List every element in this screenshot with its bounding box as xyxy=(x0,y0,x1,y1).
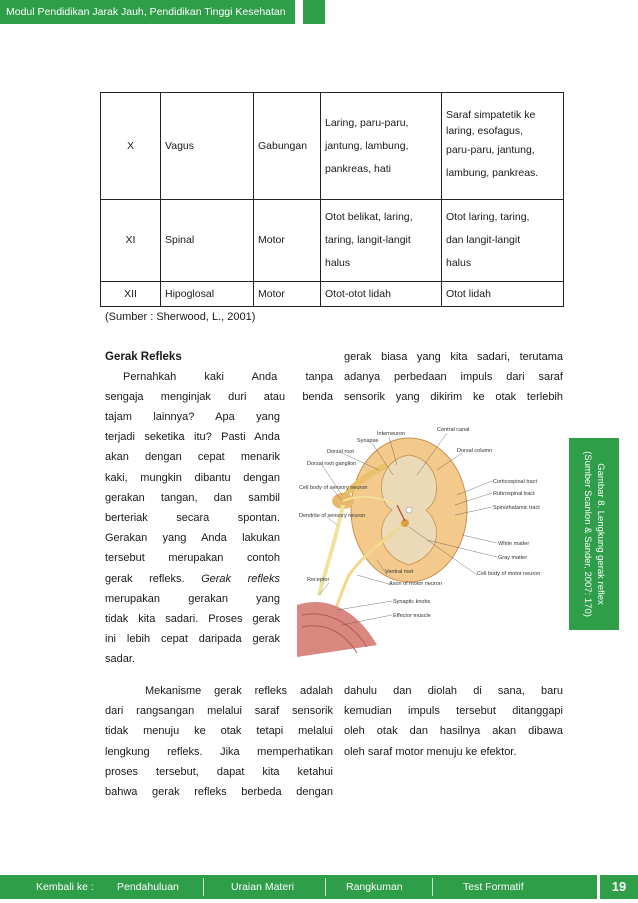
cell-line: Otot belikat, laring, xyxy=(325,211,413,223)
paragraph-right-top xyxy=(344,347,563,408)
text-line: sensorik yang dikirim ke otak terlebih xyxy=(344,391,563,404)
paragraph-left-wrap xyxy=(105,407,280,670)
text-line: adanya perbedaan impuls dari saraf xyxy=(344,371,563,384)
text-line: dari rangsangan melalui saraf sensorik xyxy=(105,705,333,718)
cell-line: jantung, lambung, xyxy=(325,139,409,152)
text-line: tidak kita sadari. Proses gerak xyxy=(105,613,280,626)
table-cell: Motor xyxy=(254,200,321,282)
label-cell-body-motor: Cell body of motor neuron xyxy=(477,571,541,577)
footer-nav xyxy=(0,875,638,899)
label-receptor: Receptor xyxy=(307,577,330,583)
label-synaptic-knobs: Synaptic knobs xyxy=(393,599,431,605)
label-synapse: Synapse xyxy=(357,438,379,444)
text-line: merupakan gerakan yang xyxy=(105,592,280,605)
text-line: oleh otak dan hasilnya akan dibawa xyxy=(344,725,563,738)
text-line: ini lebih cepat daripada gerak xyxy=(105,633,280,646)
label-corticospinal-tract: Corticospinal tract xyxy=(493,479,538,485)
label-dorsal-root-ganglion: Dorsal root ganglion xyxy=(307,461,357,467)
text-line: sadar. xyxy=(105,653,135,666)
text-line: kemudian impuls tersebut ditanggapi xyxy=(344,705,563,718)
label-rubrospinal-tract: Rubrospinal tract xyxy=(493,491,535,497)
text-line: tajam lainnya? Apa yang xyxy=(105,411,280,423)
label-interneuron: Interneuron xyxy=(377,431,406,437)
text-line: berteriak secara spontan. xyxy=(105,512,280,525)
footer-divider xyxy=(203,878,204,896)
table-cell: Otot lidah xyxy=(442,282,564,307)
cell-line: Laring, paru-paru, xyxy=(325,116,409,129)
text-line: dahulu dan diolah di sana, baru xyxy=(344,685,563,697)
footer-link-uraian-materi[interactable]: Uraian Materi xyxy=(231,881,295,893)
paragraph-bottom-right xyxy=(344,681,563,762)
table-cell: Motor xyxy=(254,282,321,307)
text-line: Mekanisme gerak refleks adalah xyxy=(145,685,333,697)
reflex-arc-figure xyxy=(297,415,565,657)
figure-caption xyxy=(581,438,607,630)
table-source: (Sumber : Sherwood, L., 2001) xyxy=(105,311,256,323)
text-line: bahwa gerak refleks berbeda dengan xyxy=(105,786,333,799)
table-cell: Hipoglosal xyxy=(161,282,254,307)
cell-line: dan langit-langit xyxy=(446,234,521,246)
label-central-canal: Central canal xyxy=(437,427,470,433)
text-line: terjadi seketika itu? Pasti Anda xyxy=(105,431,280,444)
footer-divider xyxy=(432,878,433,896)
cell-line: pankreas, hati xyxy=(325,162,391,175)
text-line: proses tersebut, dapat kita ketahui xyxy=(105,765,333,778)
text-line: lengkung refleks. Jika memperhatikan xyxy=(105,745,333,758)
label-spinothalamic-tract: Spinothalamic tract xyxy=(493,505,540,511)
header-title: Modul Pendidikan Jarak Jauh, Pendidikan Tinggi Kesehatan xyxy=(0,0,295,24)
footer-link-pendahuluan[interactable]: Pendahuluan xyxy=(117,881,179,893)
paragraph-bottom-left xyxy=(105,681,333,802)
table-cell xyxy=(442,93,564,200)
cranial-nerve-table xyxy=(100,92,564,307)
text-line: gerakan tangan, dan sambil xyxy=(105,491,280,504)
footer-link-rangkuman[interactable]: Rangkuman xyxy=(346,881,403,893)
cell-line: lambung, pankreas. xyxy=(446,167,539,179)
footer-link-test-formatif[interactable]: Test Formatif xyxy=(463,881,524,893)
footer-divider xyxy=(325,878,326,896)
cell-line: halus xyxy=(325,257,351,269)
table-cell: Otot-otot lidah xyxy=(321,282,442,307)
label-dendrite-sensory: Dendrite of sensory neuron xyxy=(299,513,366,519)
page-number: 19 xyxy=(600,875,638,899)
label-effector-muscle: Effector muscle xyxy=(393,613,431,619)
caption-title: Gambar 8. Lengkung gerak reflex xyxy=(595,463,606,605)
table-cell: Spinal xyxy=(161,200,254,282)
label-axon-motor: Axon of motor neuron xyxy=(389,581,442,587)
cell-line: taring, langit-langit xyxy=(325,234,411,246)
cell-line: halus xyxy=(446,257,472,269)
label-ventral-root: Ventral root xyxy=(385,569,414,575)
label-gray-matter: Gray matter xyxy=(498,555,528,561)
text-line: kaki, mungkin dibantu dengan xyxy=(105,471,280,484)
text-line: sengaja menginjak duri atau benda xyxy=(105,391,333,404)
text-line: gerak biasa yang kita sadari, terutama xyxy=(344,351,563,363)
table-cell: X xyxy=(101,93,161,200)
text-line: gerak refleks. Gerak refleks xyxy=(105,572,280,585)
table-cell: Vagus xyxy=(161,93,254,200)
text-line: tersebut merupakan contoh xyxy=(105,552,280,565)
label-cell-body-sensory: Cell body of sensory neuron xyxy=(299,485,368,491)
table-cell xyxy=(442,200,564,282)
table-cell: XII xyxy=(101,282,161,307)
text-line: Gerakan yang Anda lakukan xyxy=(105,532,280,545)
table-cell: Gabungan xyxy=(254,93,321,200)
table-row xyxy=(101,93,564,200)
header-accent-block xyxy=(303,0,325,24)
cell-line: Otot laring, taring, xyxy=(446,211,530,223)
label-dorsal-root: Dorsal root xyxy=(327,449,354,455)
reflex-arc-diagram xyxy=(297,415,565,657)
table-cell xyxy=(321,200,442,282)
label-white-matter: White matter xyxy=(498,541,530,547)
text-line: oleh saraf motor menuju ke efektor. xyxy=(344,745,517,758)
text-line: akan dengan cepat menarik xyxy=(105,451,280,464)
section-heading: Gerak Refleks xyxy=(105,351,182,363)
caption-source: (Sumber Scanlon & Sander, 2007: 170) xyxy=(582,451,593,617)
table-cell: XI xyxy=(101,200,161,282)
table-row xyxy=(101,200,564,282)
cell-line: Saraf simpatetik ke laring, esofagus, xyxy=(446,109,536,137)
table-row xyxy=(101,282,564,307)
label-dorsal-column: Dorsal column xyxy=(457,448,493,454)
paragraph-left-top xyxy=(105,367,333,407)
footer-back-label: Kembali ke : xyxy=(36,881,94,893)
table-cell xyxy=(321,93,442,200)
cell-line: paru-paru, jantung, xyxy=(446,144,535,156)
figure-caption-tab xyxy=(569,438,619,630)
text-line: Pernahkah kaki Anda tanpa xyxy=(123,371,333,383)
text-line: tidak menuju ke otak tetapi melalui xyxy=(105,725,333,738)
